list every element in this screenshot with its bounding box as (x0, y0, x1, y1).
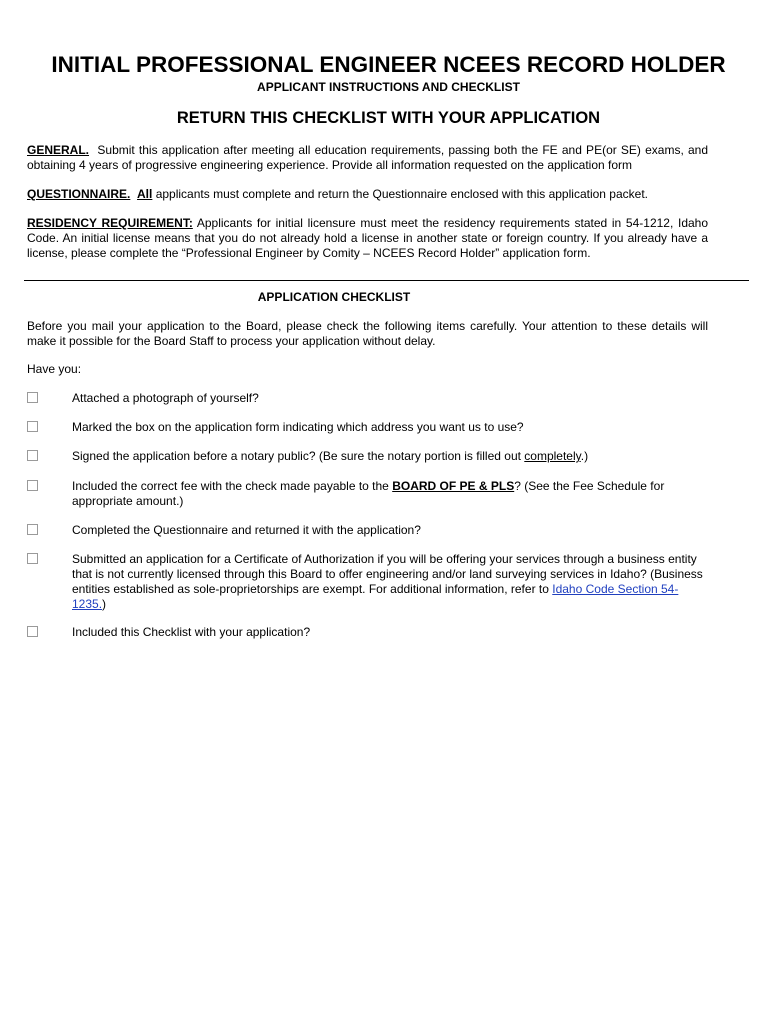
completely-emphasis: completely (524, 449, 581, 463)
document-subtitle: APPLICANT INSTRUCTIONS AND CHECKLIST (257, 80, 520, 94)
idaho-code-link[interactable]: Idaho Code Section 54-1235. (72, 582, 679, 611)
questionnaire-label: QUESTIONNAIRE. (27, 187, 131, 201)
checkbox[interactable] (27, 450, 38, 461)
item-text-part: Signed the application before a notary public? (Be sure the notary portion is filled out (72, 449, 525, 463)
checkbox[interactable] (27, 421, 38, 432)
item-text-part: .) (580, 449, 589, 463)
item-text-part: Included the correct fee with the check made payable to the (72, 479, 393, 493)
questionnaire-text: applicants must complete and return the Questionnaire enclosed with this application packet. (155, 187, 648, 201)
general-label: GENERAL. (27, 143, 90, 157)
checkbox[interactable] (27, 480, 38, 491)
checkbox[interactable] (27, 553, 38, 564)
checklist-item-text: Marked the box on the application form indicating which address you want us to use? (72, 420, 524, 434)
checklist-item-text: Completed the Questionnaire and returned it with the application? (72, 523, 421, 537)
checklist-item-text: Attached a photograph of yourself? (72, 391, 259, 405)
residency-label: RESIDENCY REQUIREMENT: (27, 216, 193, 230)
checklist-intro: Before you mail your application to the Board, please check the following items carefully. Your attention to these details will make it possible for the Board Staff to process your application without delay. (27, 319, 708, 348)
return-checklist-heading: RETURN THIS CHECKLIST WITH YOUR APPLICATION (176, 109, 601, 127)
document-title: INITIAL PROFESSIONAL ENGINEER NCEES RECORD HOLDER (51, 52, 726, 77)
board-name-emphasis: BOARD OF PE & PLS (392, 479, 515, 493)
section-divider (24, 280, 749, 281)
item-text-part: Submitted an application for a Certificate of Authorization if you will be offering your services through a business entity that is not currently licensed through this Board to offer engineering and/or land surveying services in Idaho? (Business entities established as sole-proprietorships are exempt. For additional information, refer to (72, 552, 703, 596)
general-paragraph (27, 143, 708, 173)
checklist-item-text (72, 449, 712, 464)
checkbox[interactable] (27, 626, 38, 637)
residency-text: Applicants for initial licensure must meet the residency requirements stated in 54-1212, Idaho Code. An initial license means that you do not already hold a license in another state or foreign country. If you already have a license, please complete the “Professional Engineer by Comity – NCEES Record Holder” application form. (27, 216, 709, 260)
item-text-part: ? (See the Fee Schedule for appropriate amount.) (72, 479, 665, 508)
questionnaire-all: All (137, 187, 153, 201)
checkbox[interactable] (27, 524, 38, 535)
checklist-item-text (72, 552, 712, 612)
general-text: Submit this application after meeting all education requirements, passing both the FE and PE(or SE) exams, and obtaining 4 years of progressive engineering experience. Provide all information requested on the application form (27, 143, 708, 172)
checklist-item-text: Included this Checklist with your application? (72, 625, 311, 639)
checkbox[interactable] (27, 392, 38, 403)
checklist-item-text (72, 479, 712, 509)
have-you-label: Have you: (27, 362, 82, 376)
checklist-heading: APPLICATION CHECKLIST (257, 290, 411, 304)
item-text-part: ) (102, 597, 107, 611)
questionnaire-paragraph (27, 187, 708, 202)
residency-paragraph (27, 216, 708, 261)
